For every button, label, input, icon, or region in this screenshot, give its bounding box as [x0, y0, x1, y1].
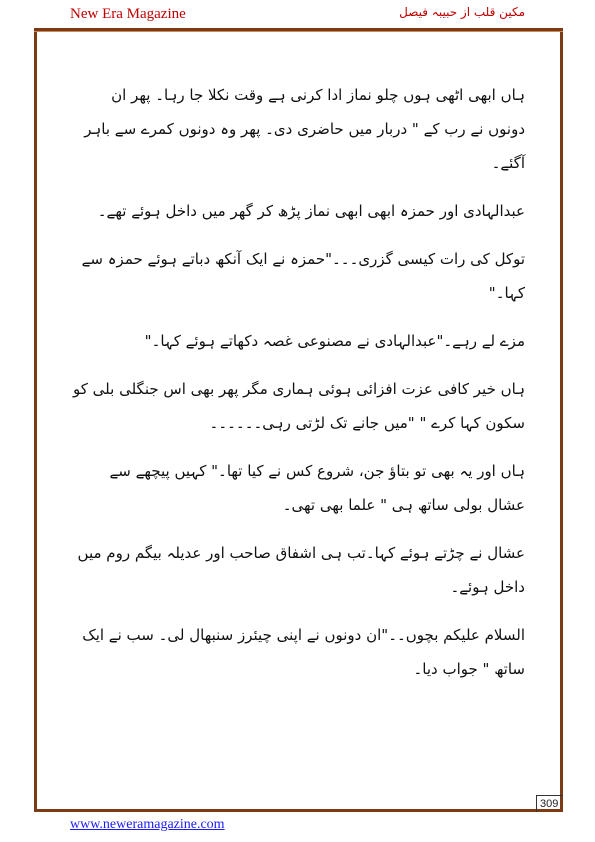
paragraph: عبدالہادی اور حمزہ ابھی ابھی نماز پڑھ کر گھر میں داخل ہوئے تھے۔	[97, 202, 525, 220]
novel-title: مکین قلب از حبیبہ فیصل	[399, 5, 525, 19]
footer-website-link[interactable]: www.neweramagazine.com	[70, 817, 225, 832]
page-number: 309	[536, 795, 563, 812]
paragraph: مزے لے رہے۔"عبدالہادی نے مصنوعی غصہ دکھاتے ہوئے کہا۔"	[144, 332, 525, 350]
paragraph: توکل کی رات کیسی گزری۔۔۔"حمزہ نے ایک آنکھ دباتے ہوئے حمزہ سے کہا۔"	[81, 250, 525, 302]
paragraph: ہاں ابھی اٹھی ہوں چلو نماز ادا کرنی ہے وقت نکلا جا رہا۔ پھر ان دونوں نے رب کے " دربار میں حاضری دی۔ پھر وہ دونوں کمرے سے باہر آگئے۔	[84, 86, 525, 172]
magazine-name: New Era Magazine	[70, 6, 186, 22]
paragraph: ہاں خیر کافی عزت افزائی ہوئی ہماری مگر پھر بھی اس جنگلی بلی کو سکون کہا کرے " "میں جانے تک لڑتی رہی۔۔۔۔۔۔	[73, 380, 525, 432]
paragraph: ہاں اور یہ بھی تو بتاؤ جن، شروع کس نے کیا تھا۔" کہیں پیچھے سے عشال بولی ساتھ ہی " علما بھی تھی۔	[109, 462, 525, 514]
paragraph: السلام علیکم بچوں۔۔"ان دونوں نے اپنی چیئرز سنبھال لی۔ سب نے ایک ساتھ " جواب دیا۔	[82, 626, 525, 678]
header-rule	[34, 31, 563, 32]
paragraph: عشال نے چڑتے ہوئے کہا۔تب ہی اشفاق صاحب اور عدیلہ بیگم روم میں داخل ہوئے۔	[77, 544, 525, 596]
body-text	[70, 78, 525, 700]
